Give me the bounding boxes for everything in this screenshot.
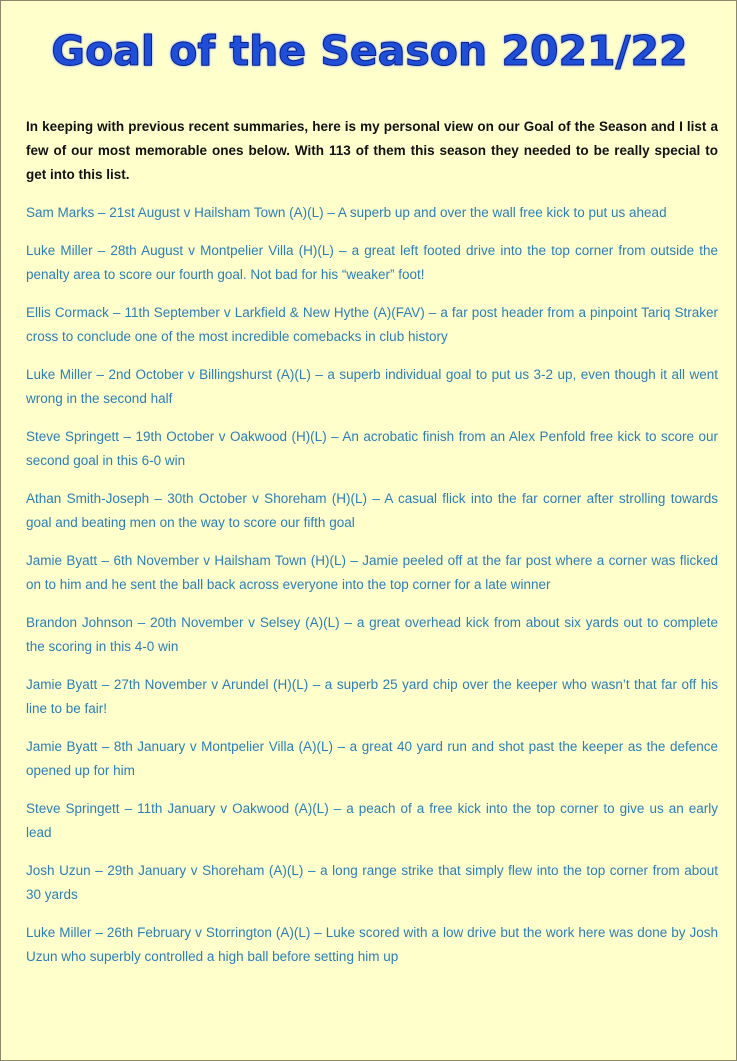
goal-entry: Luke Miller – 28th August v Montpelier Villa (H)(L) – a great left footed drive into the top corner from outside the penalty area to score our fourth goal. Not bad for his “weaker” foot! xyxy=(26,243,718,282)
goal-entry: Jamie Byatt – 6th November v Hailsham Town (H)(L) – Jamie peeled off at the far post where a corner was flicked on to him and he sent the ball back across everyone into the top corner for a late winner xyxy=(26,553,718,592)
goal-entry: Athan Smith-Joseph – 30th October v Shoreham (H)(L) – A casual flick into the far corner after strolling towards goal and beating men on the way to score our fifth goal xyxy=(26,491,718,530)
goal-entry: Steve Springett – 19th October v Oakwood (H)(L) – An acrobatic finish from an Alex Penfold free kick to score our second goal in this 6-0 win xyxy=(26,429,718,468)
goal-entry: Steve Springett – 11th January v Oakwood (A)(L) – a peach of a free kick into the top corner to give us an early lead xyxy=(26,801,718,840)
goal-entry: Luke Miller – 2nd October v Billingshurst (A)(L) – a superb individual goal to put us 3-2 up, even though it all went wrong in the second half xyxy=(26,367,718,406)
goal-entry: Sam Marks – 21st August v Hailsham Town (A)(L) – A superb up and over the wall free kick to put us ahead xyxy=(26,205,667,220)
goal-entry: Luke Miller – 26th February v Storrington (A)(L) – Luke scored with a low drive but the work here was done by Josh Uzun who superbly controlled a high ball before setting him up xyxy=(26,925,718,964)
goal-list xyxy=(26,201,718,983)
goal-entry: Josh Uzun – 29th January v Shoreham (A)(L) – a long range strike that simply flew into the top corner from about 30 yards xyxy=(26,863,718,902)
goal-entry: Ellis Cormack – 11th September v Larkfield & New Hythe (A)(FAV) – a far post header from a pinpoint Tariq Straker cross to conclude one of the most incredible comebacks in club history xyxy=(26,305,718,344)
goal-entry: Jamie Byatt – 27th November v Arundel (H)(L) – a superb 25 yard chip over the keeper who wasn’t that far off his line to be fair! xyxy=(26,677,718,716)
goal-entry: Brandon Johnson – 20th November v Selsey (A)(L) – a great overhead kick from about six yards out to complete the scoring in this 4-0 win xyxy=(26,615,718,654)
goal-entry: Jamie Byatt – 8th January v Montpelier Villa (A)(L) – a great 40 yard run and shot past the keeper as the defence opened up for him xyxy=(26,739,718,778)
intro-paragraph: In keeping with previous recent summaries, here is my personal view on our Goal of the Season and I list a few of our most memorable ones below. With 113 of them this season they needed to be really special to get into this list. xyxy=(26,119,718,182)
page-title: Goal of the Season 2021/22 xyxy=(51,27,688,75)
